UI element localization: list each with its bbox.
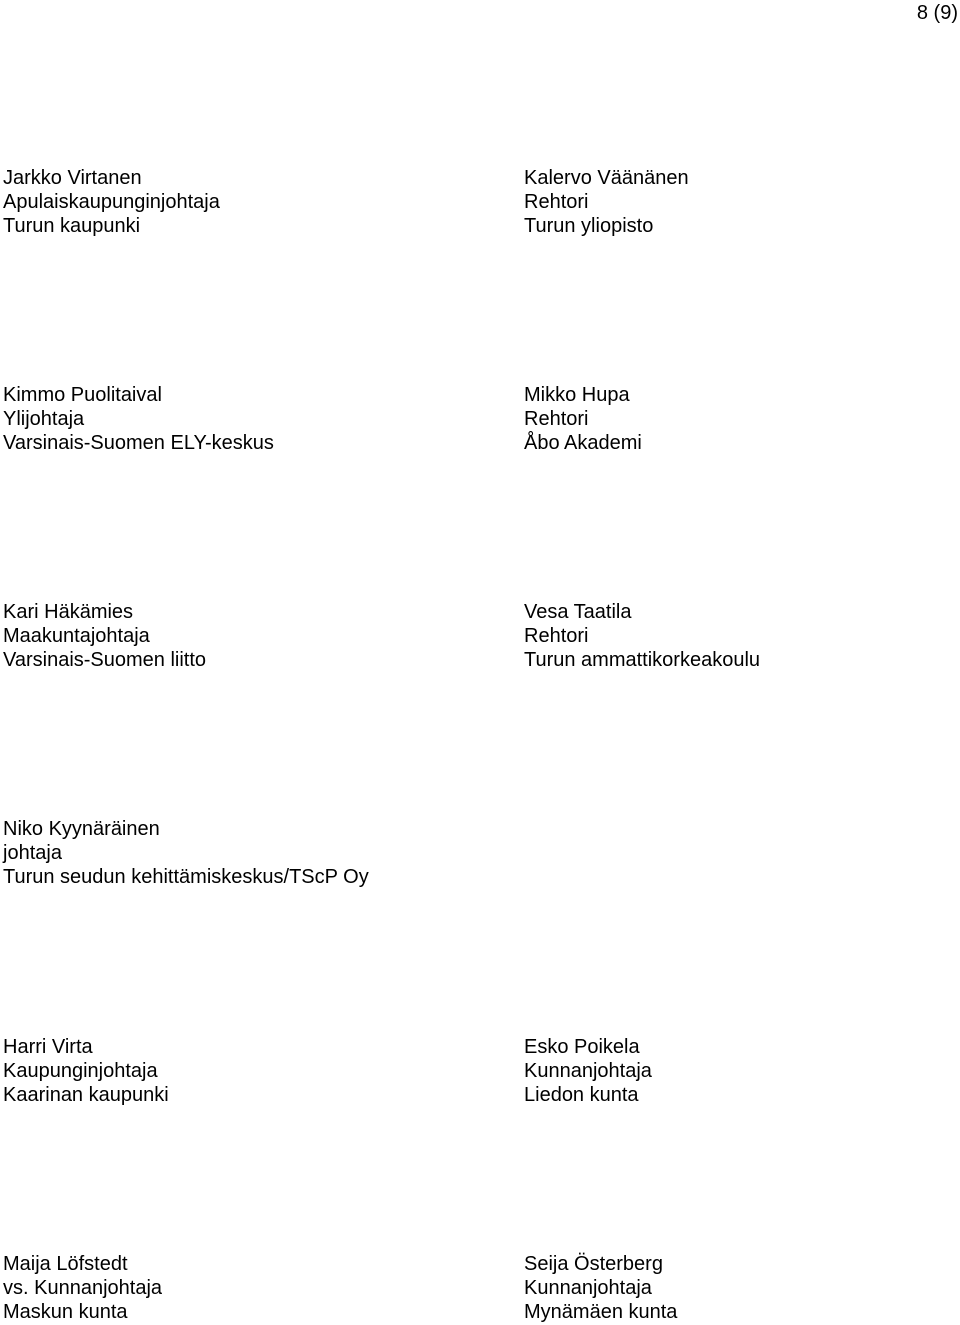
page-number: 8 (9) [916,2,958,24]
signatory-block [3,383,503,456]
signatory-name: Kari Häkämies [3,601,134,623]
signatory-title: Rehtori [524,408,589,431]
signatory-organization: Turun kaupunki [3,215,141,238]
signatory-organization: Kaarinan kaupunki [3,1084,169,1107]
signatory-name: Harri Virta [3,1036,93,1058]
signatory-organization: Varsinais-Suomen liitto [3,649,207,672]
signatory-block [524,1252,960,1325]
signatory-organization: Turun seudun kehittämiskeskus/TScP Oy [3,866,369,889]
signatory-title: Apulaiskaupunginjohtaja [3,191,220,214]
signatory-organization: Turun ammattikorkeakoulu [524,649,761,672]
signatory-organization: Turun yliopisto [524,215,654,238]
signatory-name: Kimmo Puolitaival [3,384,162,406]
signatory-organization: Mynämäen kunta [524,1301,678,1324]
signatory-title: Kaupunginjohtaja [3,1060,158,1083]
signatory-block [524,383,960,456]
signature-row [0,383,960,455]
signatory-block [3,166,503,239]
signatory-title: Rehtori [524,625,589,648]
signatory-organization: Maskun kunta [3,1301,128,1324]
signature-row [0,1252,960,1324]
signatory-name: Seija Österberg [524,1253,663,1275]
signatory-organization: Åbo Akademi [524,432,642,455]
signature-row [0,817,960,889]
signatory-title: Rehtori [524,191,589,214]
signature-row [0,600,960,672]
signatory-title: johtaja [3,842,62,865]
signatory-block [524,600,960,673]
signatory-name: Niko Kyynäräinen [3,818,160,840]
signature-row [0,1035,960,1107]
signatory-block [524,166,960,239]
signatory-title: Kunnanjohtaja [524,1277,652,1300]
signatory-title: Maakuntajohtaja [3,625,150,648]
signatory-name: Esko Poikela [524,1036,640,1058]
signature-row [0,166,960,238]
signatory-name: Vesa Taatila [524,601,632,623]
signatory-organization: Varsinais-Suomen ELY-keskus [3,432,274,455]
signatory-organization: Liedon kunta [524,1084,639,1107]
signatory-title: Kunnanjohtaja [524,1060,652,1083]
signatory-name: Maija Löfstedt [3,1253,128,1275]
signatory-name: Kalervo Väänänen [524,167,689,189]
signatory-name: Mikko Hupa [524,384,630,406]
signatory-block [3,600,503,673]
signatory-title: Ylijohtaja [3,408,85,431]
signatory-title: vs. Kunnanjohtaja [3,1277,163,1300]
signatory-name: Jarkko Virtanen [3,167,142,189]
signatory-block [3,1035,503,1108]
signatory-block [3,1252,503,1325]
signatory-block [524,1035,960,1108]
signatory-block [3,817,503,890]
